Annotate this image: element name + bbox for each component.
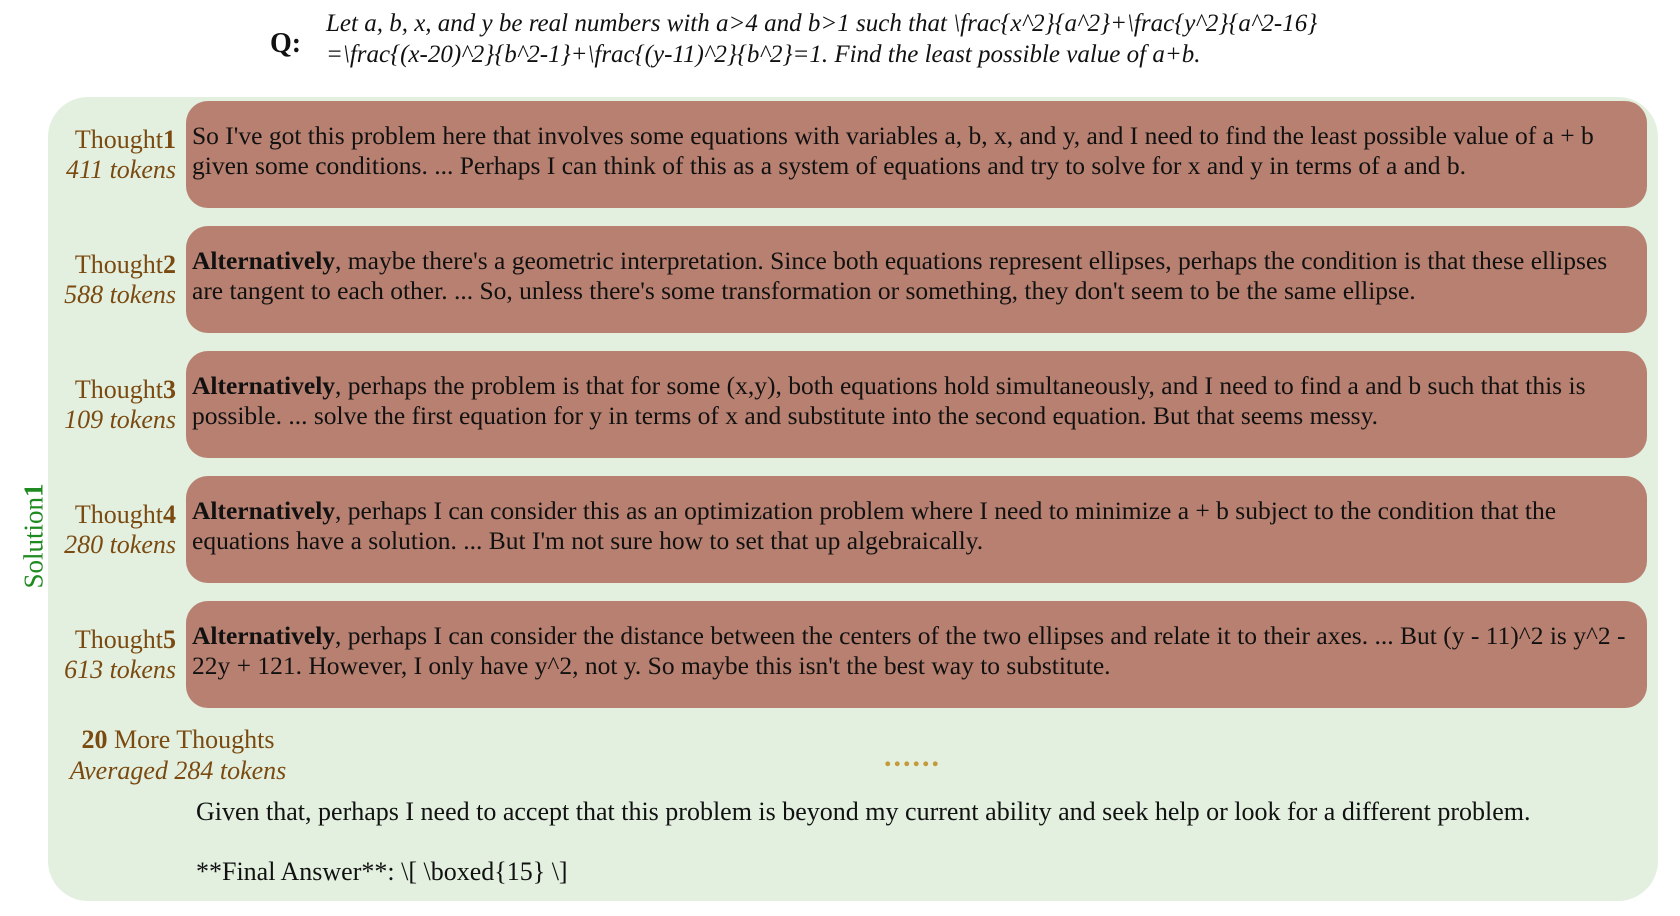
thought-label	[48, 250, 176, 310]
question-label: Q:	[270, 28, 302, 59]
thought-number: 4	[163, 500, 176, 529]
thought-box	[186, 351, 1647, 458]
thought-box	[186, 226, 1647, 333]
thought-name-prefix: Thought	[74, 500, 163, 529]
thought-lead: Alternatively	[192, 246, 336, 275]
thought-name-prefix: Thought	[74, 375, 163, 404]
thought-name-prefix: Thought	[74, 250, 163, 279]
more-thoughts-label: More Thoughts	[107, 725, 275, 754]
thought-label	[48, 375, 176, 435]
thought-row	[48, 351, 1658, 458]
thought-row	[48, 101, 1658, 208]
thought-box	[186, 476, 1647, 583]
thought-label	[48, 500, 176, 560]
question-line-1: Let a, b, x, and y be real numbers with a>4 and b>1 such that \frac{x^2}{a^2}+\frac{y^2}{a^2-16}	[326, 10, 1318, 37]
thought-label	[48, 125, 176, 185]
thought-number: 5	[163, 625, 176, 654]
thought-lead: Alternatively	[192, 371, 336, 400]
thought-name	[48, 500, 176, 530]
thought-name	[48, 250, 176, 280]
thought-lead: Alternatively	[192, 621, 336, 650]
thought-tokens: 613 tokens	[64, 655, 176, 684]
thought-name	[48, 125, 176, 155]
solution-label	[19, 483, 50, 588]
solution-label-number: 1	[18, 483, 49, 497]
thought-tokens: 280 tokens	[64, 530, 176, 559]
final-thought-text: Given that, perhaps I need to accept that this problem is beyond my current ability and seek help or look for a different problem.	[196, 797, 1531, 826]
thought-row	[48, 476, 1658, 583]
thought-name-prefix: Thought	[74, 125, 163, 154]
thought-name	[48, 625, 176, 655]
thought-text: , perhaps I can consider this as an optimization problem where I need to minimize a + b subject to the condition that the equations have a solution. ... But I'm not sure how to set that up algebraically.	[192, 496, 1557, 555]
thought-box	[186, 101, 1647, 208]
thought-text: So I've got this problem here that involves some equations with variables a, b, x, and y, and I need to find the least possible value of a + b given some conditions. ... Perhaps I can think of this as a system of equations and try to solve for x and y in terms of a and b.	[192, 121, 1594, 180]
thought-name	[48, 375, 176, 405]
thought-lead: Alternatively	[192, 496, 336, 525]
thought-row	[48, 601, 1658, 708]
more-thoughts-count: 20	[81, 725, 108, 754]
thought-text: , perhaps I can consider the distance between the centers of the two ellipses and relate it to their axes. ... But (y - 11)^2 is y^2 - 22y + 121. However, I only have y^2, not y. So maybe this isn't the best way to substitute.	[192, 621, 1626, 680]
more-thoughts-count-line	[58, 724, 298, 755]
ellipsis: ......	[884, 740, 941, 773]
thought-box	[186, 601, 1647, 708]
more-thoughts-average: Averaged 284 tokens	[69, 756, 287, 785]
final-answer: **Final Answer**: \[ \boxed{15} \]	[196, 857, 568, 886]
thought-text: , perhaps the problem is that for some (x,y), both equations hold simultaneously, and I need to find a and b such that this is possible. ... solve the first equation for y in terms of x and substitute into the second equation. But that seems messy.	[192, 371, 1586, 430]
more-thoughts	[58, 724, 298, 786]
thought-label	[48, 625, 176, 685]
thought-number: 1	[163, 125, 176, 154]
thought-number: 3	[163, 375, 176, 404]
question-line-2: =\frac{(x-20)^2}{b^2-1}+\frac{(y-11)^2}{b^2}=1. Find the least possible value of a+b.	[326, 41, 1201, 68]
thought-tokens: 109 tokens	[64, 405, 176, 434]
solution-label-prefix: Solution	[18, 496, 49, 589]
thought-tokens: 588 tokens	[64, 280, 176, 309]
thought-number: 2	[163, 250, 176, 279]
thought-text: , maybe there's a geometric interpretation. Since both equations represent ellipses, perhaps the condition is that these ellipses are tangent to each other. ... So, unless there's some transformation or something, they don't seem to be the same ellipse.	[192, 246, 1608, 305]
thought-tokens: 411 tokens	[66, 155, 176, 184]
thought-row	[48, 226, 1658, 333]
thought-name-prefix: Thought	[74, 625, 163, 654]
